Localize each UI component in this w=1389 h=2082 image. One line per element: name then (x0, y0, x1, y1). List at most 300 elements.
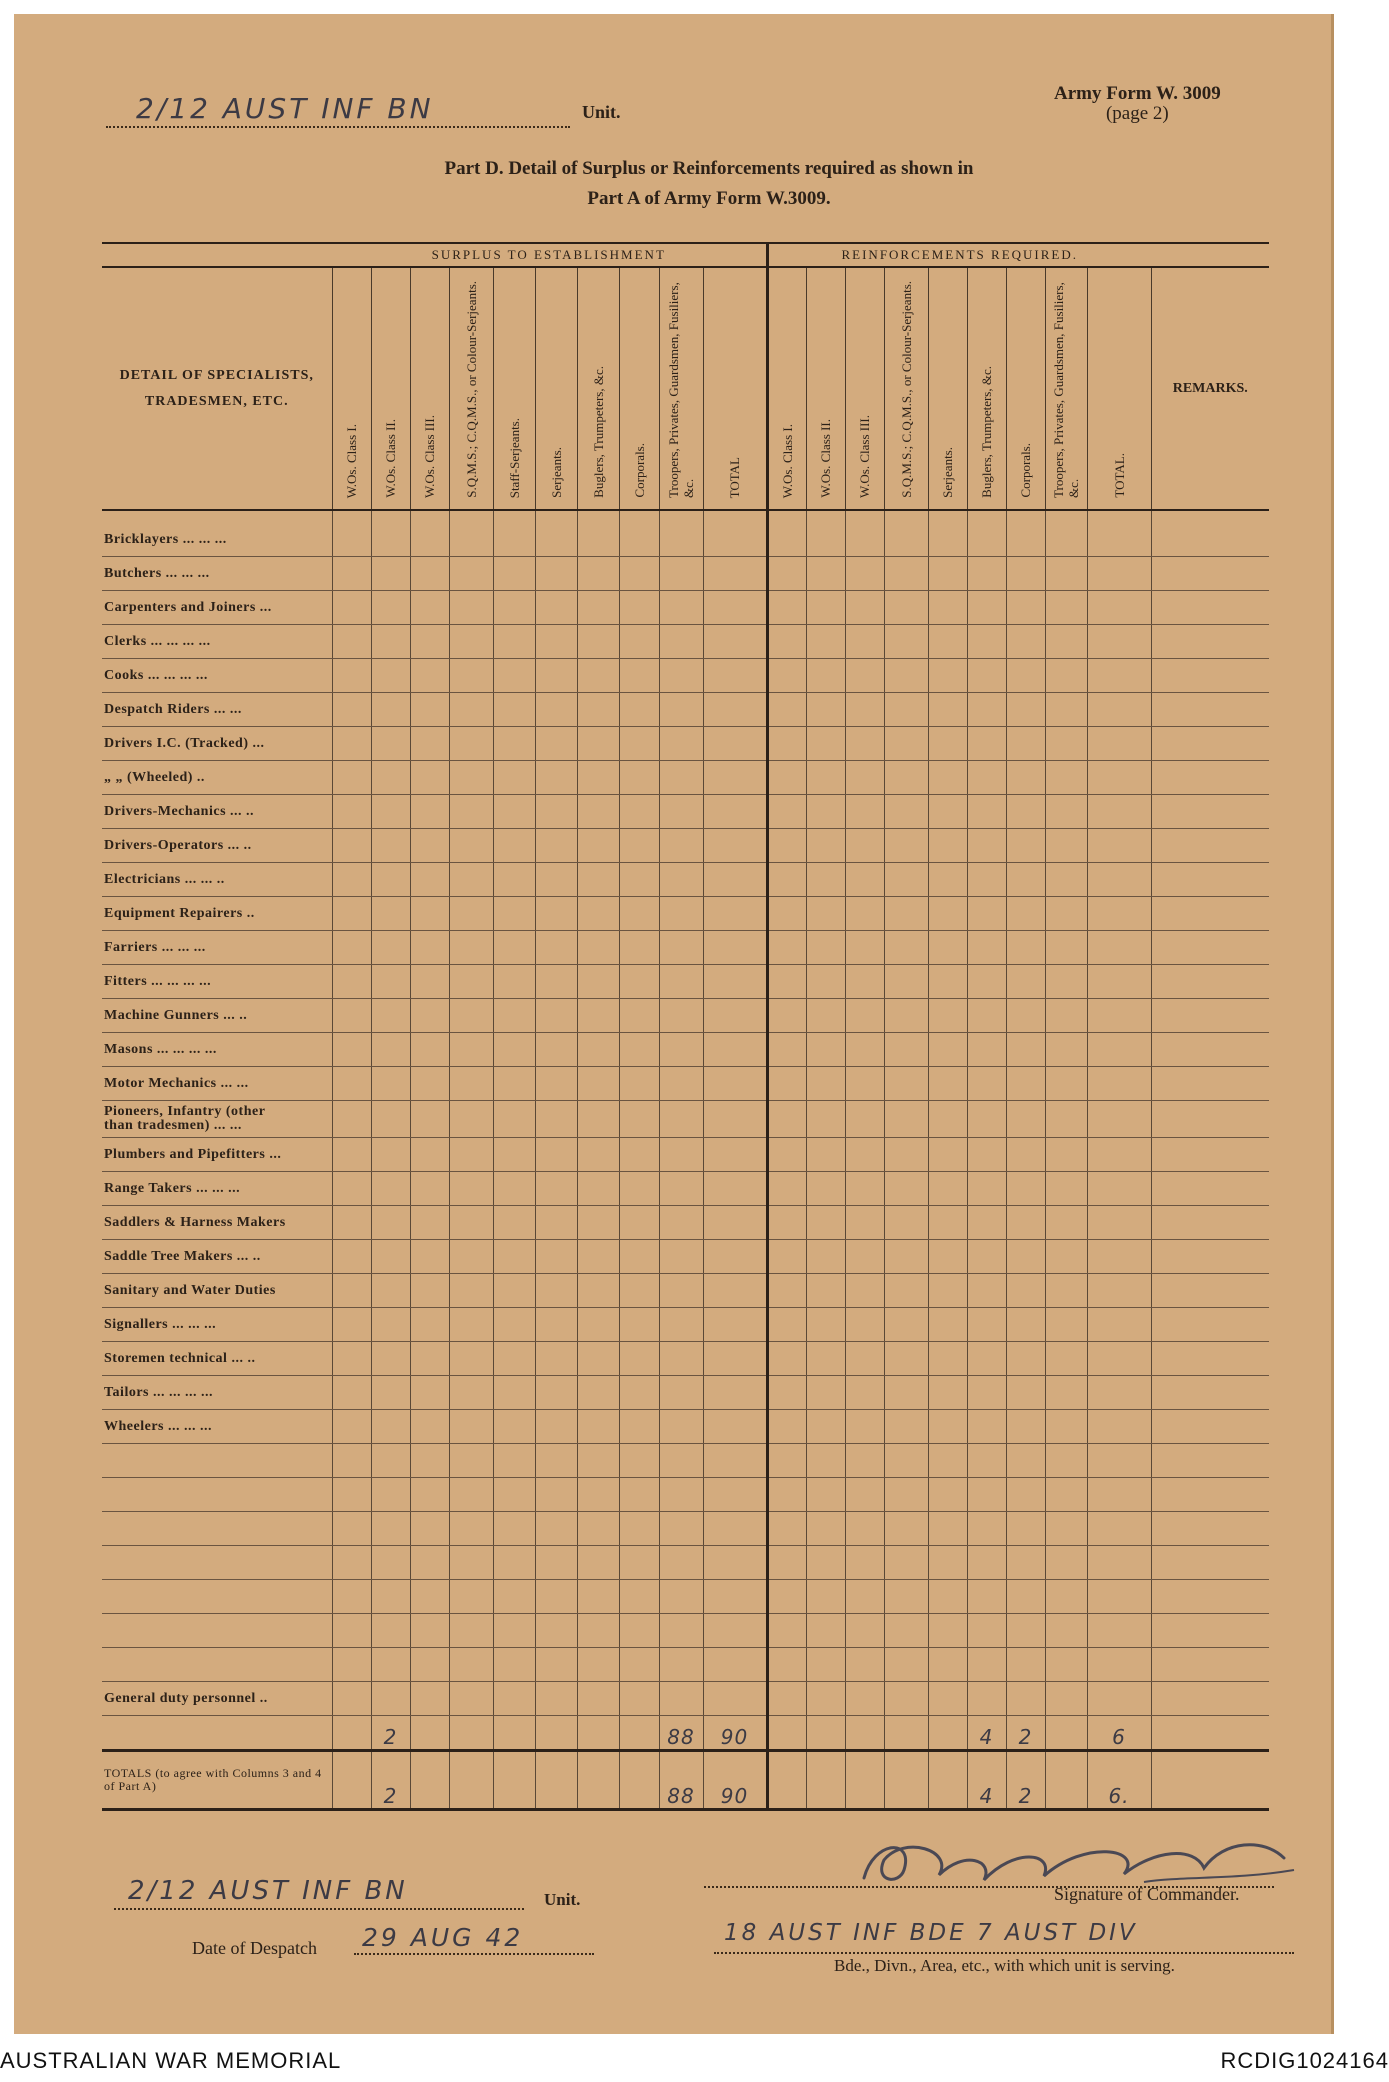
cell-s-corp (619, 1342, 659, 1376)
cell-r-corporals (1006, 863, 1045, 897)
cell-s-total (703, 591, 767, 625)
cell-s-wo3 (410, 931, 449, 965)
cell-s-bugl (577, 523, 619, 557)
cell-s-wo2 (371, 761, 410, 795)
cell-s-serj (535, 1682, 577, 1716)
cell-r-corporals (1006, 727, 1045, 761)
cell-r-wo1 (767, 557, 806, 591)
cell-s-sqms (449, 727, 493, 761)
cell-remarks (1151, 523, 1269, 557)
row-label: „ „ (Wheeled) .. (102, 761, 332, 795)
col-s-wo2 (371, 267, 410, 510)
cell-r-troopers (1045, 1274, 1087, 1308)
cell-r-corporals (1006, 693, 1045, 727)
cell-s-serj (535, 795, 577, 829)
cell-s-bugl (577, 999, 619, 1033)
cell-s-wo1 (332, 1648, 371, 1682)
cell-r-troopers (1045, 761, 1087, 795)
cell-r-buglers (967, 625, 1006, 659)
cell-s-wo2 (371, 1274, 410, 1308)
cell-s-wo3 (410, 1342, 449, 1376)
cell-r-wo2 (806, 659, 845, 693)
cell-s-wo2 (371, 693, 410, 727)
cell-r-troopers (1045, 1546, 1087, 1580)
cell-s-wo3 (410, 1410, 449, 1444)
cell-r-serj (928, 1240, 967, 1274)
cell-s-corp (619, 1648, 659, 1682)
cell-s-wo2 (371, 1101, 410, 1138)
cell-r-serj (928, 659, 967, 693)
cell-s-wo2 (371, 1376, 410, 1410)
cell-r-sqms (884, 1138, 928, 1172)
cell-s-troopers (659, 829, 703, 863)
cell-s-sqms (449, 625, 493, 659)
cell-r-wo1 (767, 625, 806, 659)
cell-r-total (1087, 1410, 1151, 1444)
cell-r-buglers (967, 931, 1006, 965)
table-row (102, 625, 1269, 659)
handwritten-value: 2 (383, 1784, 398, 1808)
cell-r-buglers (967, 1206, 1006, 1240)
cell-s-corp (619, 1067, 659, 1101)
cell-r-sqms (884, 931, 928, 965)
cell-s-total (703, 1172, 767, 1206)
cell-s-wo1 (332, 1067, 371, 1101)
cell-r-corporals (1006, 965, 1045, 999)
cell-r-troopers (1045, 591, 1087, 625)
cell-s-serj (535, 1033, 577, 1067)
cell-s-bugl (577, 557, 619, 591)
cell-s-troopers (659, 999, 703, 1033)
cell-r-buglers (967, 1376, 1006, 1410)
row-label (102, 1546, 332, 1580)
cell-r-wo1 (767, 591, 806, 625)
col-r-serjeants (928, 267, 967, 510)
cell-remarks (1151, 557, 1269, 591)
col-s-wo3 (410, 267, 449, 510)
cell-s-troopers (659, 1478, 703, 1512)
cell-s-troopers (659, 1376, 703, 1410)
cell-r-wo3 (845, 1274, 884, 1308)
cell-s-wo2 (371, 1172, 410, 1206)
despatch-date-line (354, 1953, 594, 1955)
cell-s-wo2 (371, 1716, 410, 1751)
cell-s-wo1 (332, 1033, 371, 1067)
cell-r-troopers (1045, 1067, 1087, 1101)
cell-r-wo3 (845, 931, 884, 965)
cell-s-staff (493, 1033, 535, 1067)
cell-r-wo1 (767, 1751, 806, 1810)
cell-r-wo1 (767, 1682, 806, 1716)
cell-r-troopers (1045, 1614, 1087, 1648)
cell-s-sqms (449, 965, 493, 999)
cell-r-serj (928, 1138, 967, 1172)
cell-remarks (1151, 761, 1269, 795)
cell-r-corporals (1006, 1512, 1045, 1546)
cell-r-buglers (967, 693, 1006, 727)
cell-r-wo2 (806, 965, 845, 999)
cell-remarks (1151, 1716, 1269, 1751)
cell-s-total (703, 1410, 767, 1444)
cell-r-buglers (967, 1240, 1006, 1274)
cell-s-corp (619, 1614, 659, 1648)
cell-r-wo3 (845, 1682, 884, 1716)
cell-r-sqms (884, 1206, 928, 1240)
cell-r-serj (928, 1308, 967, 1342)
cell-remarks (1151, 863, 1269, 897)
cell-s-total (703, 1546, 767, 1580)
blank-row (102, 1478, 1269, 1512)
handwritten-value: 90 (720, 1725, 749, 1749)
cell-r-buglers (967, 1716, 1006, 1751)
cell-r-sqms (884, 863, 928, 897)
cell-r-buglers (967, 591, 1006, 625)
cell-remarks (1151, 1172, 1269, 1206)
cell-r-serj (928, 1444, 967, 1478)
row-label: General duty personnel .. (102, 1682, 332, 1716)
cell-s-sqms (449, 795, 493, 829)
cell-r-serj (928, 1067, 967, 1101)
unit-label: Unit. (582, 102, 621, 122)
cell-s-wo1 (332, 1716, 371, 1751)
surplus-group-header: SURPLUS TO ESTABLISHMENT (332, 243, 767, 267)
cell-r-total (1087, 1206, 1151, 1240)
cell-s-sqms (449, 557, 493, 591)
table-row (102, 659, 1269, 693)
cell-r-troopers (1045, 795, 1087, 829)
cell-s-bugl (577, 625, 619, 659)
cell-s-corp (619, 897, 659, 931)
cell-r-wo2 (806, 1376, 845, 1410)
cell-s-wo3 (410, 761, 449, 795)
cell-r-sqms (884, 1580, 928, 1614)
cell-s-wo1 (332, 625, 371, 659)
cell-r-sqms (884, 1682, 928, 1716)
cell-s-corp (619, 1751, 659, 1810)
col-r-sqms (884, 267, 928, 510)
cell-r-corporals (1006, 1172, 1045, 1206)
cell-s-troopers (659, 1342, 703, 1376)
cell-s-total (703, 1444, 767, 1478)
row-label: Saddlers & Harness Makers (102, 1206, 332, 1240)
cell-s-troopers (659, 931, 703, 965)
cell-s-wo3 (410, 727, 449, 761)
cell-s-troopers (659, 1410, 703, 1444)
cell-r-sqms (884, 625, 928, 659)
cell-r-buglers (967, 897, 1006, 931)
cell-s-wo1 (332, 1410, 371, 1444)
table-row (102, 1342, 1269, 1376)
cell-s-sqms (449, 1716, 493, 1751)
cell-s-staff (493, 1716, 535, 1751)
cell-s-sqms (449, 999, 493, 1033)
cell-r-troopers (1045, 1444, 1087, 1478)
cell-s-wo3 (410, 1240, 449, 1274)
cell-s-serj (535, 557, 577, 591)
cell-r-wo1 (767, 1716, 806, 1751)
cell-r-wo2 (806, 931, 845, 965)
cell-r-wo1 (767, 1410, 806, 1444)
cell-s-troopers (659, 1172, 703, 1206)
cell-remarks (1151, 1138, 1269, 1172)
cell-s-wo3 (410, 1682, 449, 1716)
cell-s-wo2 (371, 965, 410, 999)
cell-r-serj (928, 1376, 967, 1410)
cell-r-wo1 (767, 897, 806, 931)
cell-r-wo3 (845, 1580, 884, 1614)
cell-r-corporals (1006, 761, 1045, 795)
cell-s-corp (619, 1138, 659, 1172)
cell-s-wo1 (332, 795, 371, 829)
cell-remarks (1151, 1240, 1269, 1274)
cell-s-serj (535, 1546, 577, 1580)
cell-r-serj (928, 931, 967, 965)
cell-r-corporals (1006, 1648, 1045, 1682)
cell-s-wo2 (371, 1342, 410, 1376)
row-label-line: Pioneers, Infantry (other (104, 1104, 266, 1119)
cell-r-sqms (884, 965, 928, 999)
remarks-group-spacer (1151, 243, 1269, 267)
cell-r-troopers (1045, 829, 1087, 863)
cell-s-serj (535, 1172, 577, 1206)
cell-r-sqms (884, 1648, 928, 1682)
cell-r-troopers (1045, 965, 1087, 999)
cell-s-serj (535, 625, 577, 659)
cell-remarks (1151, 1580, 1269, 1614)
cell-r-corporals (1006, 1376, 1045, 1410)
cell-r-serj (928, 761, 967, 795)
cell-r-serj (928, 1546, 967, 1580)
cell-s-staff (493, 557, 535, 591)
cell-s-wo3 (410, 999, 449, 1033)
cell-s-serj (535, 931, 577, 965)
cell-s-sqms (449, 1308, 493, 1342)
cell-s-troopers (659, 1033, 703, 1067)
cell-r-wo2 (806, 761, 845, 795)
cell-r-wo3 (845, 829, 884, 863)
blank-row (102, 1580, 1269, 1614)
col-s-troopers (659, 267, 703, 510)
cell-s-wo1 (332, 897, 371, 931)
cell-s-total (703, 829, 767, 863)
cell-s-total (703, 1376, 767, 1410)
cell-s-total (703, 1274, 767, 1308)
cell-s-wo3 (410, 1067, 449, 1101)
cell-s-total (703, 1512, 767, 1546)
cell-r-troopers (1045, 1751, 1087, 1810)
row-label: Butchers ... ... ... (102, 557, 332, 591)
row-label: Sanitary and Water Duties (102, 1274, 332, 1308)
cell-s-sqms (449, 1274, 493, 1308)
cell-r-total (1087, 1444, 1151, 1478)
cell-s-staff (493, 1101, 535, 1138)
cell-r-serj (928, 1648, 967, 1682)
cell-r-wo1 (767, 761, 806, 795)
form-sheet (14, 14, 1334, 2034)
cell-s-serj (535, 1101, 577, 1138)
cell-s-sqms (449, 1512, 493, 1546)
cell-s-staff (493, 965, 535, 999)
cell-s-sqms (449, 693, 493, 727)
cell-r-sqms (884, 557, 928, 591)
cell-s-wo1 (332, 659, 371, 693)
cell-r-wo1 (767, 727, 806, 761)
cell-r-corporals (1006, 1444, 1045, 1478)
cell-remarks (1151, 659, 1269, 693)
cell-r-corporals (1006, 1138, 1045, 1172)
row-label: Bricklayers ... ... ... (102, 523, 332, 557)
cell-s-serj (535, 1240, 577, 1274)
cell-r-sqms (884, 1067, 928, 1101)
cell-s-total (703, 965, 767, 999)
cell-r-wo2 (806, 897, 845, 931)
cell-r-wo2 (806, 863, 845, 897)
cell-s-troopers (659, 1240, 703, 1274)
cell-s-wo1 (332, 1206, 371, 1240)
cell-s-serj (535, 727, 577, 761)
cell-s-wo2 (371, 897, 410, 931)
col-label: Troopers, Privates, Guardsmen, Fusiliers, &c. (1051, 282, 1081, 498)
cell-s-bugl (577, 1172, 619, 1206)
row-label (102, 1716, 332, 1751)
cell-remarks (1151, 693, 1269, 727)
cell-s-wo3 (410, 1716, 449, 1751)
cell-s-wo3 (410, 1376, 449, 1410)
cell-r-buglers (967, 557, 1006, 591)
cell-s-serj (535, 1376, 577, 1410)
archive-credit: AUSTRALIAN WAR MEMORIAL (0, 2048, 342, 2073)
cell-r-total (1087, 999, 1151, 1033)
cell-s-wo3 (410, 557, 449, 591)
cell-remarks (1151, 1444, 1269, 1478)
cell-s-total (703, 1101, 767, 1138)
cell-r-buglers (967, 1580, 1006, 1614)
cell-s-bugl (577, 965, 619, 999)
cell-s-wo2 (371, 1067, 410, 1101)
cell-s-wo1 (332, 863, 371, 897)
cell-s-bugl (577, 1274, 619, 1308)
cell-r-total (1087, 1376, 1151, 1410)
col-label: Troopers, Privates, Guardsmen, Fusiliers, &c. (666, 282, 696, 498)
cell-s-troopers (659, 1138, 703, 1172)
cell-r-corporals (1006, 1274, 1045, 1308)
cell-s-staff (493, 1648, 535, 1682)
cell-r-troopers (1045, 1716, 1087, 1751)
cell-r-serj (928, 863, 967, 897)
row-label: Motor Mechanics ... ... (102, 1067, 332, 1101)
blank-row (102, 1648, 1269, 1682)
col-label: Buglers, Trumpeters, &c. (979, 366, 994, 498)
cell-r-sqms (884, 761, 928, 795)
cell-r-wo2 (806, 1444, 845, 1478)
handwritten-value: 2 (383, 1725, 398, 1749)
cell-s-corp (619, 1512, 659, 1546)
cell-s-wo2 (371, 1033, 410, 1067)
cell-s-staff (493, 761, 535, 795)
col-label: Buglers, Trumpeters, &c. (590, 366, 606, 498)
cell-s-sqms (449, 1067, 493, 1101)
col-s-serjeants (535, 267, 577, 510)
table-row (102, 591, 1269, 625)
cell-s-troopers (659, 727, 703, 761)
archive-id: RCDIG1024164 (1220, 2048, 1389, 2073)
cell-r-serj (928, 1172, 967, 1206)
cell-s-wo3 (410, 1751, 449, 1810)
cell-s-serj (535, 1308, 577, 1342)
cell-r-total (1087, 897, 1151, 931)
cell-s-troopers (659, 1274, 703, 1308)
cell-r-corporals (1006, 999, 1045, 1033)
cell-r-sqms (884, 693, 928, 727)
cell-s-wo3 (410, 1444, 449, 1478)
cell-s-wo1 (332, 1580, 371, 1614)
row-label: Masons ... ... ... ... (102, 1033, 332, 1067)
row-label-line: than tradesmen) ... ... (104, 1118, 242, 1133)
cell-remarks (1151, 1410, 1269, 1444)
cell-s-bugl (577, 1067, 619, 1101)
cell-s-bugl (577, 795, 619, 829)
cell-remarks (1151, 1033, 1269, 1067)
table-row (102, 1033, 1269, 1067)
cell-r-wo3 (845, 1648, 884, 1682)
cell-r-serj (928, 1101, 967, 1138)
cell-r-wo1 (767, 1512, 806, 1546)
row-label: Despatch Riders ... ... (102, 693, 332, 727)
cell-s-sqms (449, 1614, 493, 1648)
cell-s-bugl (577, 591, 619, 625)
cell-s-sqms (449, 829, 493, 863)
cell-s-sqms (449, 1206, 493, 1240)
cell-s-wo3 (410, 659, 449, 693)
row-label: Equipment Repairers .. (102, 897, 332, 931)
cell-r-corporals (1006, 829, 1045, 863)
cell-r-wo1 (767, 1342, 806, 1376)
cell-s-corp (619, 1478, 659, 1512)
cell-r-troopers (1045, 1033, 1087, 1067)
cell-s-total (703, 1716, 767, 1751)
cell-r-wo2 (806, 591, 845, 625)
detail-table (102, 242, 1269, 1811)
cell-s-bugl (577, 1614, 619, 1648)
cell-s-sqms (449, 659, 493, 693)
cell-r-troopers (1045, 897, 1087, 931)
cell-s-wo2 (371, 1512, 410, 1546)
cell-r-wo2 (806, 693, 845, 727)
cell-r-total (1087, 557, 1151, 591)
cell-r-wo2 (806, 625, 845, 659)
cell-r-wo1 (767, 931, 806, 965)
cell-r-wo3 (845, 1342, 884, 1376)
cell-s-sqms (449, 863, 493, 897)
cell-s-bugl (577, 1308, 619, 1342)
cell-s-total (703, 1067, 767, 1101)
cell-s-troopers (659, 1067, 703, 1101)
cell-s-sqms (449, 897, 493, 931)
cell-s-wo1 (332, 829, 371, 863)
cell-s-bugl (577, 1376, 619, 1410)
cell-s-wo2 (371, 557, 410, 591)
cell-s-wo3 (410, 1138, 449, 1172)
cell-s-corp (619, 727, 659, 761)
cell-r-serj (928, 795, 967, 829)
cell-r-sqms (884, 1240, 928, 1274)
cell-remarks (1151, 1376, 1269, 1410)
cell-s-bugl (577, 829, 619, 863)
cell-remarks (1151, 727, 1269, 761)
cell-r-sqms (884, 1410, 928, 1444)
cell-r-wo2 (806, 1614, 845, 1648)
cell-r-corporals (1006, 1546, 1045, 1580)
